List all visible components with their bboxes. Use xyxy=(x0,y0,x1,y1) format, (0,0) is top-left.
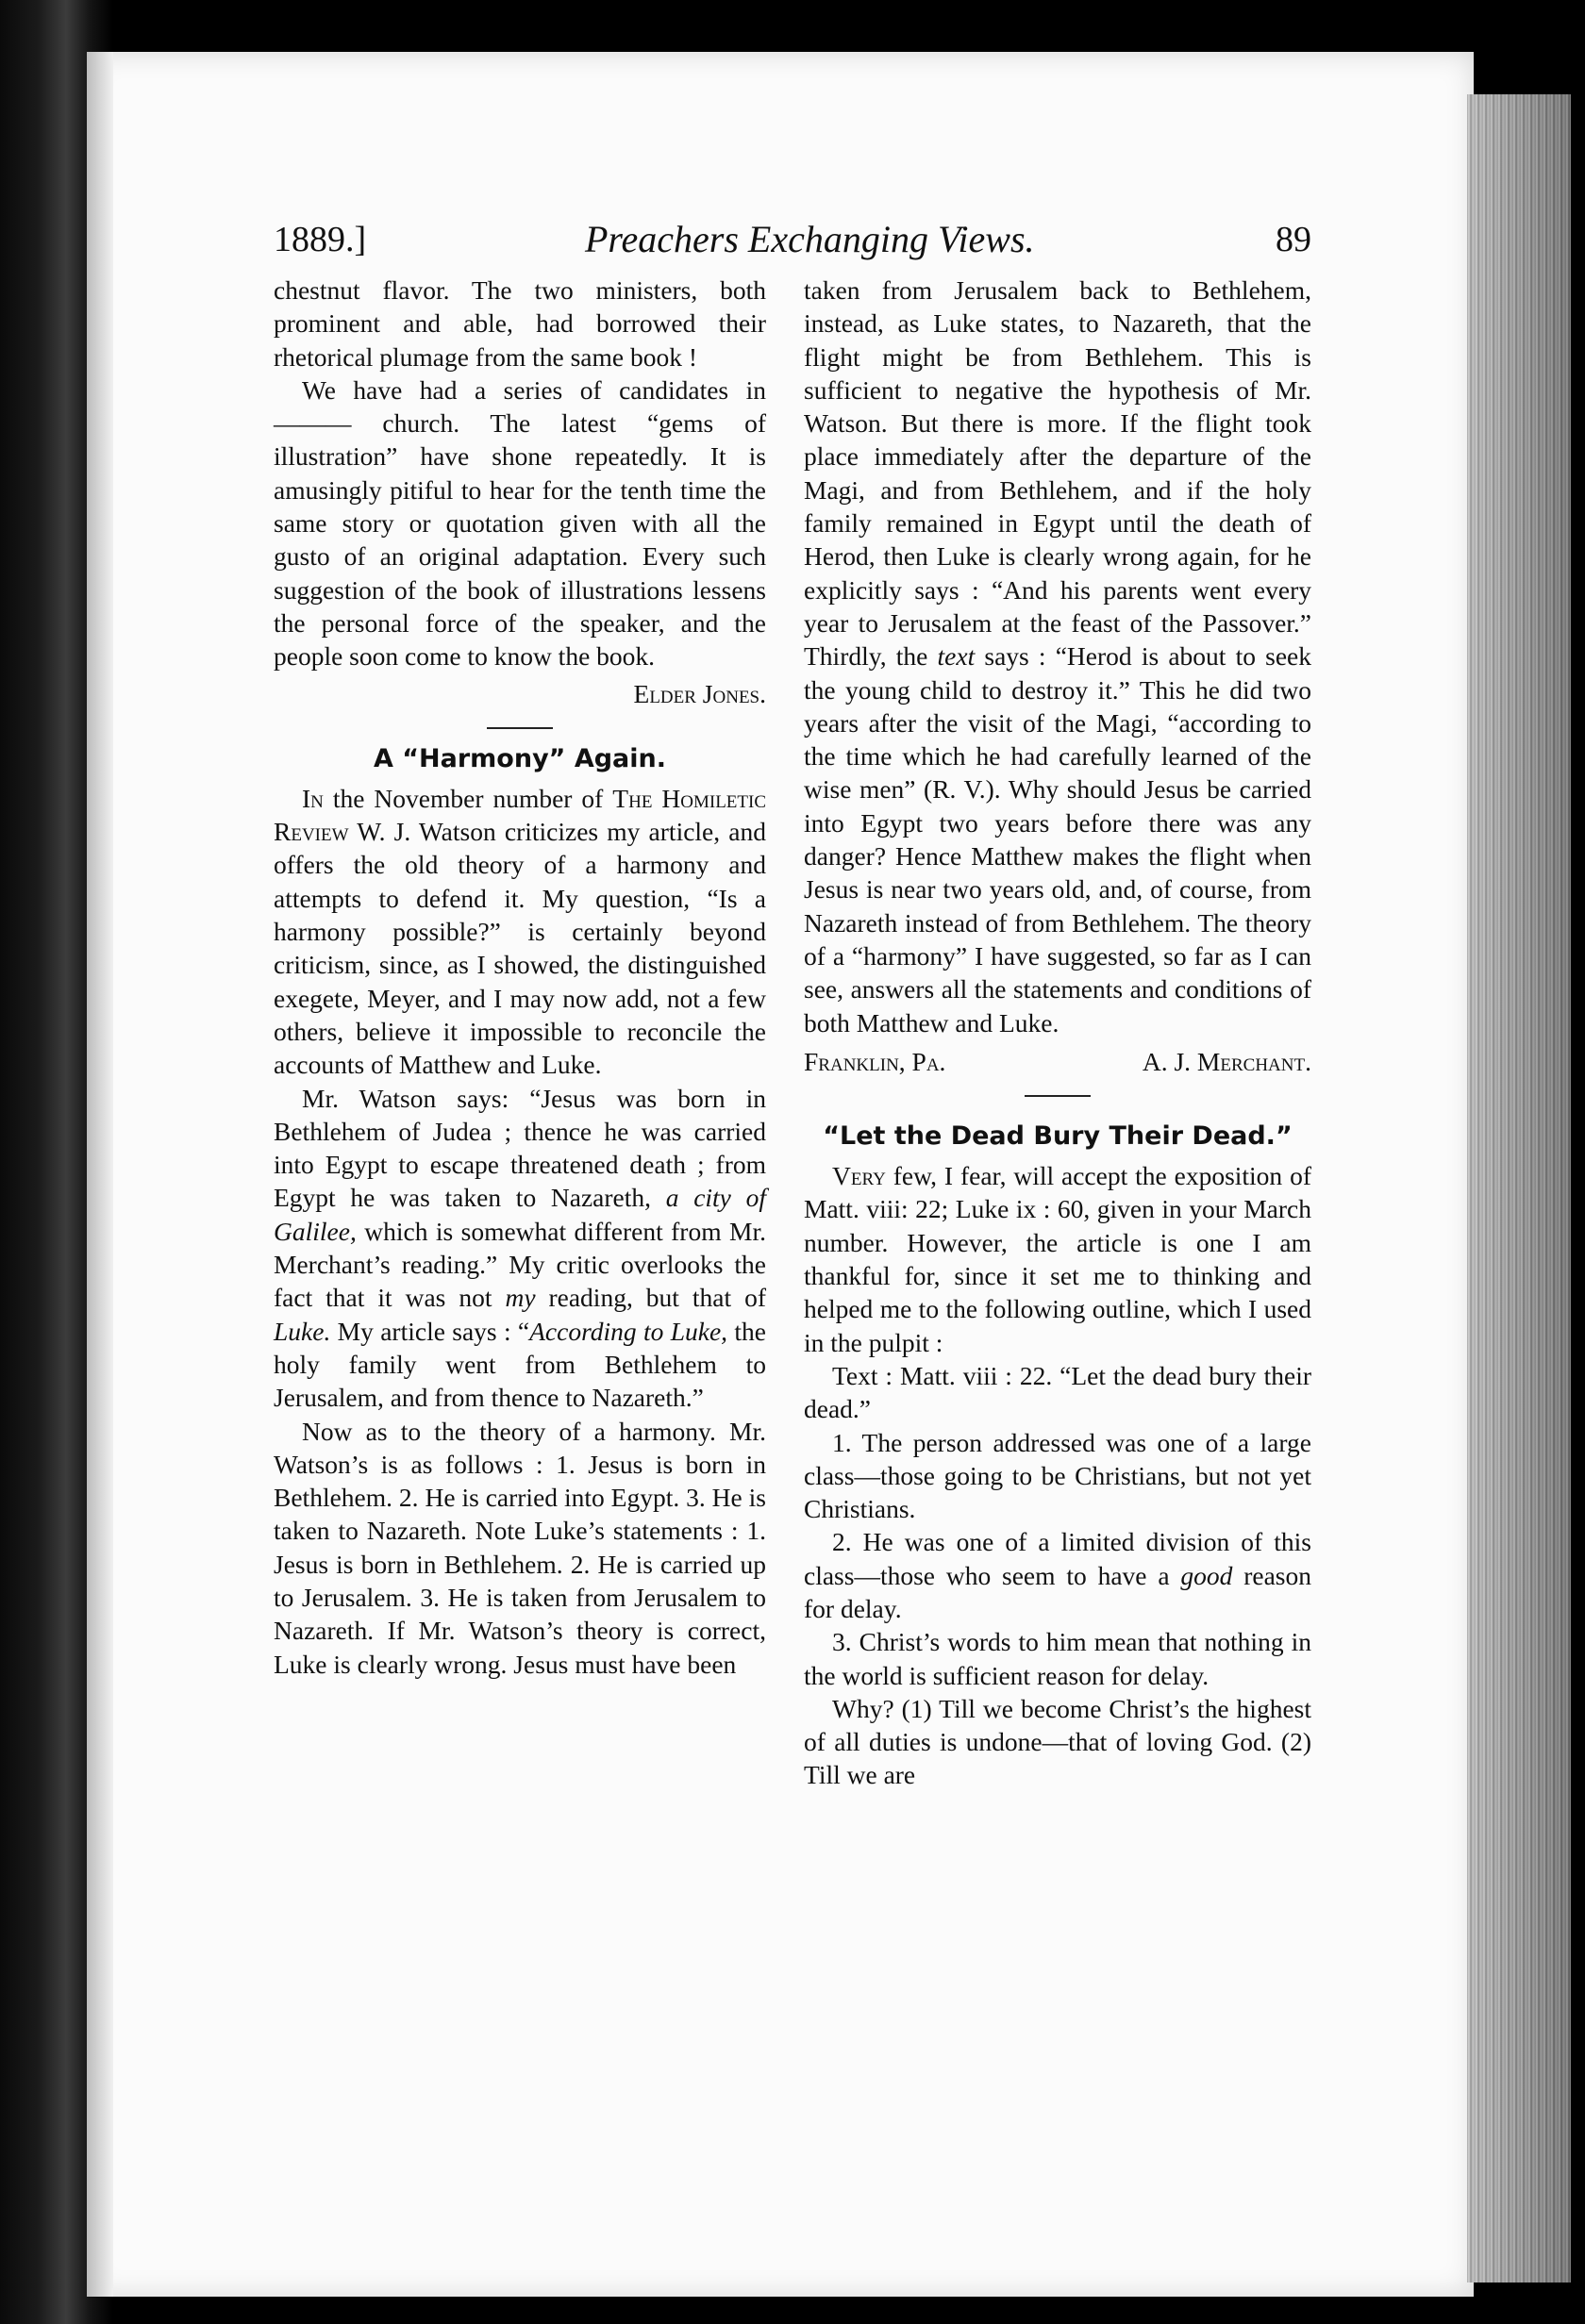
running-head-year: 1889.] xyxy=(274,220,367,259)
text-run: says : “Herod is about to seek the young child to destroy it.” This he did two years after the visit of the Magi, “according to the time which he had carefully learned of the wise men” (R. V.). Why should Jesus be carried into Egypt two years before there was any danger? Hence Matthew makes the flight when Jesus is near two years old, and, of course, from Nazareth instead of from Bethlehem. The theory of a “harmony” I have suggested, so far as I can see, answers all the statements and conditions of both Matthew and Luke. xyxy=(804,641,1312,1038)
text-run: which is somewhat different from Mr. Merchant’s reading.” My critic overlooks the fact that it was not xyxy=(274,1216,766,1313)
text-run: taken from Jerusalem back to Bethlehem, instead, as Luke states, to Nazareth, that the flight might be from Bethlehem. This is sufficient to negative the hypothesis of Mr. Watson. But there is more. If the flight took place immediately after the departure of the Magi, and from Bethlehem, and if the holy family remained in Egypt until the death of Herod, then Luke is clearly wrong again, for he explicitly says : “And his parents went every year to Jerusalem at the feast of the Passover.” Thirdly, the xyxy=(804,275,1311,672)
text-run: reason for delay. xyxy=(804,1560,1311,1623)
italic-run: a city of Galilee, xyxy=(274,1183,766,1246)
text-run: W. J. Watson criticizes my article, and offers the old theory of a harmony and attempts to defend it. My question, “Is a harmony possible?” is certainly beyond criticism, since, as I showed, the distinguished exegete, Meyer, and I may now add, not a few others, believe it impossible to reconcile the accounts of Matthew and Luke. xyxy=(274,817,766,1080)
left-paragraph-1: chestnut flavor. The two ministers, both prominent and able, had borrowed their rhetorical plumage from the same book ! xyxy=(274,275,766,372)
text-run: 2. He was one of a limited division of this class—those who seem to have a xyxy=(804,1527,1311,1590)
text-run: few, I fear, will accept the exposition of Matt. viii: 22; Luke ix : 60, given in your March number. However, the article is one I am thankful for, since it set me to thinking and helped me to the following outline, which I used in the pulpit : xyxy=(804,1161,1311,1357)
text-run: Mr. Watson says: “Jesus was born in Bethlehem of Judea ; thence he was carried into Egypt to escape threatened death ; from Egypt he was taken to Nazareth, xyxy=(274,1083,766,1213)
book-page-edges-shade xyxy=(1467,94,1571,2282)
signature-place: Franklin, Pa. xyxy=(804,1046,946,1076)
italic-run: Luke. xyxy=(274,1316,331,1346)
text-run: My article says : “ xyxy=(330,1316,530,1346)
drop-lead-word: Very xyxy=(832,1161,886,1191)
signature-name: A. J. Merchant. xyxy=(1142,1046,1311,1076)
left-paragraph-3 xyxy=(274,782,766,1082)
running-head xyxy=(274,215,1311,264)
heading-harmony-again: A “Harmony” Again. xyxy=(374,743,666,773)
left-paragraph-5: Now as to the theory of a harmony. Mr. Watson’s is as follows : 1. Jesus is born in Bethlehem. 2. He is carried into Egypt. 3. He is taken to Nazareth. Note Luke’s statements : 1. Jesus is born in Bethlehem. 2. He is carried up to Jerusalem. 3. He is taken from Jerusalem to Nazareth. If Mr. Watson’s theory is correct, Luke is clearly wrong. Jesus must have been xyxy=(274,1416,766,1679)
right-paragraph-5 xyxy=(804,1525,1311,1625)
right-paragraph-4: 1. The person addressed was one of a large class—those going to be Christians, but not yet Christians. xyxy=(804,1427,1311,1524)
drop-lead-word: In xyxy=(302,783,324,813)
left-paragraph-4 xyxy=(274,1082,766,1415)
italic-run: According to Luke, xyxy=(529,1316,728,1346)
right-paragraph-2 xyxy=(804,1159,1311,1359)
right-column xyxy=(804,274,1311,2179)
text-run: the holy family went from Bethlehem to Jerusalem, and from thence to Nazareth.” xyxy=(274,1316,766,1413)
signature-merchant xyxy=(804,1045,1311,1078)
page-number: 89 xyxy=(1276,220,1311,259)
right-paragraph-3: Text : Matt. viii : 22. “Let the dead bury their dead.” xyxy=(804,1360,1311,1424)
heading-let-the-dead: “Let the Dead Bury Their Dead.” xyxy=(823,1121,1293,1152)
section-divider xyxy=(1025,1095,1091,1097)
page-gutter-shadow xyxy=(87,52,113,2297)
right-paragraph-6: 3. Christ’s words to him mean that nothing in the world is sufficient reason for delay. xyxy=(804,1627,1311,1690)
right-paragraph-7: Why? (1) Till we become Christ’s the highest of all duties is undone—that of loving God. (2) Till we are xyxy=(804,1693,1311,1790)
text-run: the November number of xyxy=(323,783,613,813)
left-paragraph-2: We have had a series of candidates in ——— church. The latest “gems of illustration” have shone repeatedly. It is amusingly pitiful to hear for the tenth time the same story or quotation given with all the gusto of an original adaptation. Every such suggestion of the book of illustrations lessens the personal force of the speaker, and the people soon come to know the book. xyxy=(274,374,766,672)
right-paragraph-1 xyxy=(804,274,1311,1039)
italic-run: text xyxy=(937,641,976,672)
section-divider xyxy=(487,727,553,729)
text-run: reading, but that of xyxy=(535,1283,766,1313)
left-column xyxy=(274,274,766,2179)
italic-run: good xyxy=(1180,1560,1233,1590)
journal-name: The Homiletic Review xyxy=(274,783,767,847)
italic-run: my xyxy=(505,1283,536,1313)
signature-elder-jones: Elder Jones. xyxy=(633,678,766,708)
running-head-title: Preachers Exchanging Views. xyxy=(585,218,1035,260)
